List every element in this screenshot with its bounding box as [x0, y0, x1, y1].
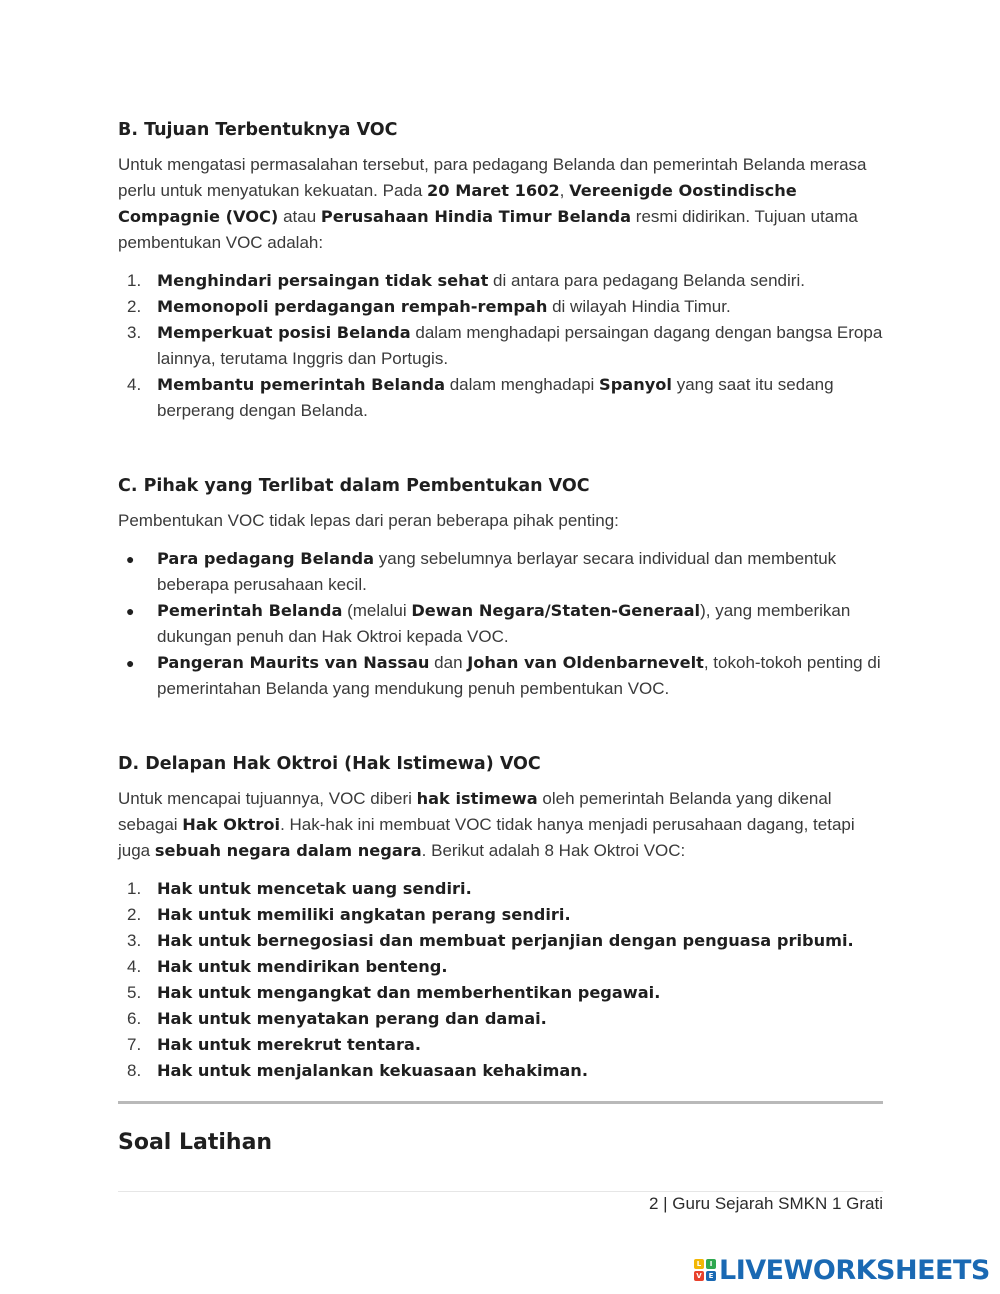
list-item	[118, 928, 884, 954]
list-item-text	[157, 375, 834, 420]
bold-text: Perusahaan Hindia Timur Belanda	[320, 207, 632, 226]
list-item	[118, 1006, 884, 1032]
list-item-text: Hak untuk menyatakan perang dan damai.	[157, 1009, 547, 1028]
liveworksheets-logo-text: LIVEWORKSHEETS	[719, 1254, 990, 1286]
section-c-intro	[118, 508, 884, 534]
list-item	[118, 546, 884, 598]
list-item	[118, 1058, 884, 1084]
bold-text: Membantu pemerintah Belanda	[157, 375, 445, 394]
list-number: 8.	[127, 1061, 142, 1080]
bold-text: Pemerintah Belanda	[157, 601, 343, 620]
list-item-text: Hak untuk bernegosiasi dan membuat perjanjian dengan penguasa pribumi.	[157, 931, 854, 950]
section-c	[118, 472, 884, 702]
list-number: 1.	[127, 879, 142, 898]
list-item-text	[157, 297, 731, 316]
list-item	[118, 876, 884, 902]
section-d-title: D. Delapan Hak Oktroi (Hak Istimewa) VOC	[118, 754, 541, 774]
bullet-icon: ●	[126, 551, 135, 567]
bold-text: Dewan Negara/Staten-Generaal	[411, 601, 701, 620]
list-item-text	[157, 549, 836, 594]
bold-text: Para pedagang Belanda	[157, 549, 375, 568]
list-item	[118, 1032, 884, 1058]
bullet-icon: ●	[126, 655, 135, 671]
list-item-text: Hak untuk mengangkat dan memberhentikan pegawai.	[157, 983, 661, 1002]
text-run: Pembentukan VOC tidak lepas dari peran beberapa pihak penting:	[118, 511, 619, 530]
list-item	[118, 372, 884, 424]
list-number: 6.	[127, 1009, 142, 1028]
text-run: di antara para pedagang Belanda sendiri.	[488, 271, 805, 290]
footer-divider	[118, 1191, 883, 1192]
list-number: 2.	[127, 905, 142, 924]
list-number: 7.	[127, 1035, 142, 1054]
section-d-intro	[118, 786, 884, 864]
bold-text: 20 Maret 1602	[427, 181, 560, 200]
text-run: Untuk mengatasi permasalahan tersebut, para pedagang Belanda dan pemerintah Belanda merasa perlu untuk menyatukan kekuatan. Pada	[118, 155, 867, 200]
logo-tile-e: E	[706, 1271, 716, 1281]
text-run: . Berikut adalah 8 Hak Oktroi VOC:	[421, 841, 686, 860]
list-item-text	[157, 653, 881, 698]
text-run: ,	[559, 181, 570, 200]
bold-text: Vereenigde Oostindische Compagnie (VOC)	[118, 181, 797, 226]
soal-latihan-heading: Soal Latihan	[118, 1130, 273, 1155]
list-item	[118, 294, 884, 320]
list-number: 4.	[127, 375, 142, 394]
text-run: yang sebelumnya berlayar secara individual dan membentuk beberapa perusahaan kecil.	[157, 549, 837, 594]
section-c-list	[118, 546, 884, 702]
bullet-icon: ●	[126, 603, 135, 619]
list-item	[118, 980, 884, 1006]
logo-tile-v: V	[694, 1271, 704, 1281]
list-item-text: Hak untuk mendirikan benteng.	[157, 957, 448, 976]
bold-text: sebuah negara dalam negara	[154, 841, 422, 860]
text-run: resmi didirikan. Tujuan utama pembentukan VOC adalah:	[118, 207, 858, 252]
text-run: (melalui	[342, 601, 412, 620]
logo-tile-l: L	[694, 1259, 704, 1269]
liveworksheets-logo-icon	[694, 1259, 716, 1281]
list-item	[118, 902, 884, 928]
bold-text: Menghindari persaingan tidak sehat	[157, 271, 489, 290]
text-run: dalam menghadapi	[445, 375, 600, 394]
list-item	[118, 268, 884, 294]
section-b-list	[118, 268, 884, 424]
list-item	[118, 650, 884, 702]
bold-text: hak istimewa	[416, 789, 538, 808]
text-run: oleh pemerintah Belanda yang dikenal sebagai	[118, 789, 832, 834]
list-item-text	[157, 323, 882, 368]
list-item	[118, 320, 884, 372]
bold-text: Hak Oktroi	[182, 815, 281, 834]
document-page	[118, 116, 884, 1084]
list-item-text: Hak untuk mencetak uang sendiri.	[157, 879, 472, 898]
section-b-intro	[118, 152, 884, 256]
section-d	[118, 750, 884, 1084]
section-b	[118, 116, 884, 424]
list-item	[118, 954, 884, 980]
list-number: 4.	[127, 957, 142, 976]
bold-text: Memperkuat posisi Belanda	[157, 323, 411, 342]
text-run: Untuk mencapai tujuannya, VOC diberi	[118, 789, 417, 808]
list-item-text: Hak untuk menjalankan kekuasaan kehakiman.	[157, 1061, 588, 1080]
section-b-title: B. Tujuan Terbentuknya VOC	[118, 120, 398, 140]
list-item-text	[157, 601, 850, 646]
text-run: ), yang memberikan dukungan penuh dan Hak Oktroi kepada VOC.	[157, 601, 851, 646]
liveworksheets-logo	[694, 1255, 990, 1285]
list-number: 5.	[127, 983, 142, 1002]
list-item	[118, 598, 884, 650]
list-number: 2.	[127, 297, 142, 316]
list-item-text	[157, 271, 805, 290]
list-item-text: Hak untuk merekrut tentara.	[157, 1035, 421, 1054]
list-number: 3.	[127, 931, 142, 950]
text-run: yang saat itu sedang berperang dengan Belanda.	[157, 375, 834, 420]
list-number: 1.	[127, 271, 142, 290]
bold-text: Spanyol	[599, 375, 672, 394]
bold-text: Johan van Oldenbarnevelt	[467, 653, 704, 672]
list-number: 3.	[127, 323, 142, 342]
text-run: di wilayah Hindia Timur.	[547, 297, 731, 316]
page-footer: 2 | Guru Sejarah SMKN 1 Grati	[648, 1194, 883, 1213]
text-run: atau	[278, 207, 321, 226]
horizontal-divider	[118, 1101, 883, 1104]
text-run: dan	[429, 653, 468, 672]
bold-text: Memonopoli perdagangan rempah-rempah	[157, 297, 548, 316]
text-run: dalam menghadapi persaingan dagang dengan bangsa Eropa lainnya, terutama Inggris dan Portugis.	[157, 323, 883, 368]
text-run: , tokoh-tokoh penting di pemerintahan Belanda yang mendukung penuh pembentukan VOC.	[157, 653, 881, 698]
bold-text: Pangeran Maurits van Nassau	[157, 653, 430, 672]
section-c-title: C. Pihak yang Terlibat dalam Pembentukan VOC	[118, 476, 590, 496]
list-item-text: Hak untuk memiliki angkatan perang sendiri.	[157, 905, 571, 924]
section-d-list	[118, 876, 884, 1084]
text-run: . Hak-hak ini membuat VOC tidak hanya menjadi perusahaan dagang, tetapi juga	[118, 815, 855, 860]
logo-tile-i: I	[706, 1259, 716, 1269]
